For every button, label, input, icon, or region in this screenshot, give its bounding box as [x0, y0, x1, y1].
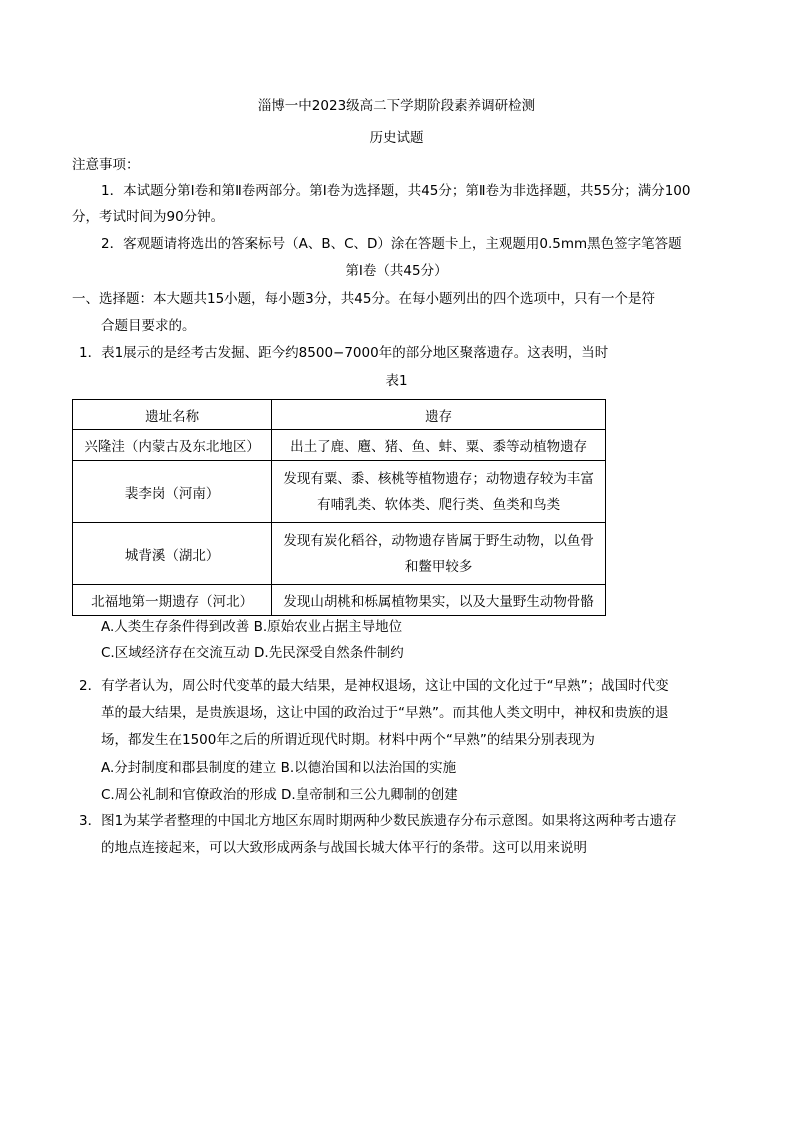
remains-line: 发现山胡桃和栎属植物果实，以及大量野生动物骨骼: [283, 594, 594, 610]
remains-line: 出土了鹿、麅、猪、鱼、蚌、粟、黍等动植物遗存: [290, 439, 588, 455]
table-cell-remains: [272, 461, 606, 523]
table-header-remains: 遗存: [272, 400, 606, 430]
table-cell-site: 北福地第一期遗存（河北）: [73, 585, 272, 616]
q2-options-line2: C.周公礼制和官僚政治的形成 D.皇帝制和三公九卿制的创建: [101, 787, 458, 803]
q2-stem-line2: 革的最大结果，是贵族退场，这让中国的政治过于“早熟”。而其他人类文明中，神权和贵族的退: [101, 705, 669, 721]
part1-title: 第Ⅰ卷（共45分）: [345, 263, 448, 279]
notice-heading: 注意事项：: [72, 157, 140, 173]
table-header-site: 遗址名称: [73, 400, 272, 430]
table-cell-remains: [272, 523, 606, 585]
remains-line: 发现有炭化稻谷，动物遗存皆属于野生动物，以鱼骨: [283, 532, 594, 549]
table-cell-site: 裴李岗（河南）: [73, 461, 272, 523]
q2-options-line1: A.分封制度和郡县制度的建立 B.以德治国和以法治国的实施: [101, 760, 457, 776]
q1-table: [72, 399, 606, 616]
q2-stem-line3: 场，都发生在1500年之后的所谓近现代时期。材料中两个“早熟”的结果分别表现为: [101, 732, 595, 748]
q1-options-line1: A.人类生存条件得到改善 B.原始农业占据主导地位: [101, 619, 403, 635]
table-row: [73, 523, 606, 585]
table-cell-site: 城背溪（湖北）: [73, 523, 272, 585]
exam-title: 淄博一中2023级高二下学期阶段素养调研检测: [257, 98, 536, 114]
table-row: [73, 585, 606, 616]
table-header-row: [73, 400, 606, 430]
q1-stem: 1．表1展示的是经考古发掘、距今约8500−7000年的部分地区聚落遗存。这表明，当时: [79, 345, 609, 361]
remains-line: 和鳖甲较多: [404, 558, 473, 575]
q2-stem-line1: 2．有学者认为，周公时代变革的最大结果，是神权退场，这让中国的文化过于“早熟”；战国时代变: [79, 678, 669, 694]
exam-subject: 历史试题: [369, 130, 424, 146]
table-caption: 表1: [385, 373, 408, 389]
notice-item-1-line1: 1．本试题分第Ⅰ卷和第Ⅱ卷两部分。第Ⅰ卷为选择题，共45分；第Ⅱ卷为非选择题，共55分；满分100: [101, 183, 691, 199]
q3-stem-line1: 3．图1为某学者整理的中国北方地区东周时期两种少数民族遗存分布示意图。如果将这两种考古遗存: [79, 813, 677, 829]
table-cell-site: 兴隆洼（内蒙古及东北地区）: [73, 430, 272, 461]
table-cell-remains: [272, 430, 606, 461]
q3-stem-line2: 的地点连接起来，可以大致形成两条与战国长城大体平行的条带。这可以用来说明: [101, 840, 587, 856]
remains-line: 发现有粟、黍、核桃等植物遗存；动物遗存较为丰富: [283, 470, 594, 487]
notice-item-2-line1: 2．客观题请将选出的答案标号（A、B、C、D）涂在答题卡上，主观题用0.5mm黑色签字笔答题: [101, 236, 682, 252]
table-cell-remains: [272, 585, 606, 616]
table-row: [73, 461, 606, 523]
notice-item-1-line2: 分，考试时间为90分钟。: [72, 209, 225, 225]
q1-options-line2: C.区域经济存在交流互动 D.先民深受自然条件制约: [101, 645, 404, 661]
section-instructions-line2: 合题目要求的。: [101, 318, 196, 334]
section-instructions-line1: 一、选择题：本大题共15小题，每小题3分，共45分。在每小题列出的四个选项中，只有一个是符: [72, 291, 655, 307]
remains-line: 有哺乳类、软体类、爬行类、鱼类和鸟类: [317, 496, 561, 513]
table-row: [73, 430, 606, 461]
